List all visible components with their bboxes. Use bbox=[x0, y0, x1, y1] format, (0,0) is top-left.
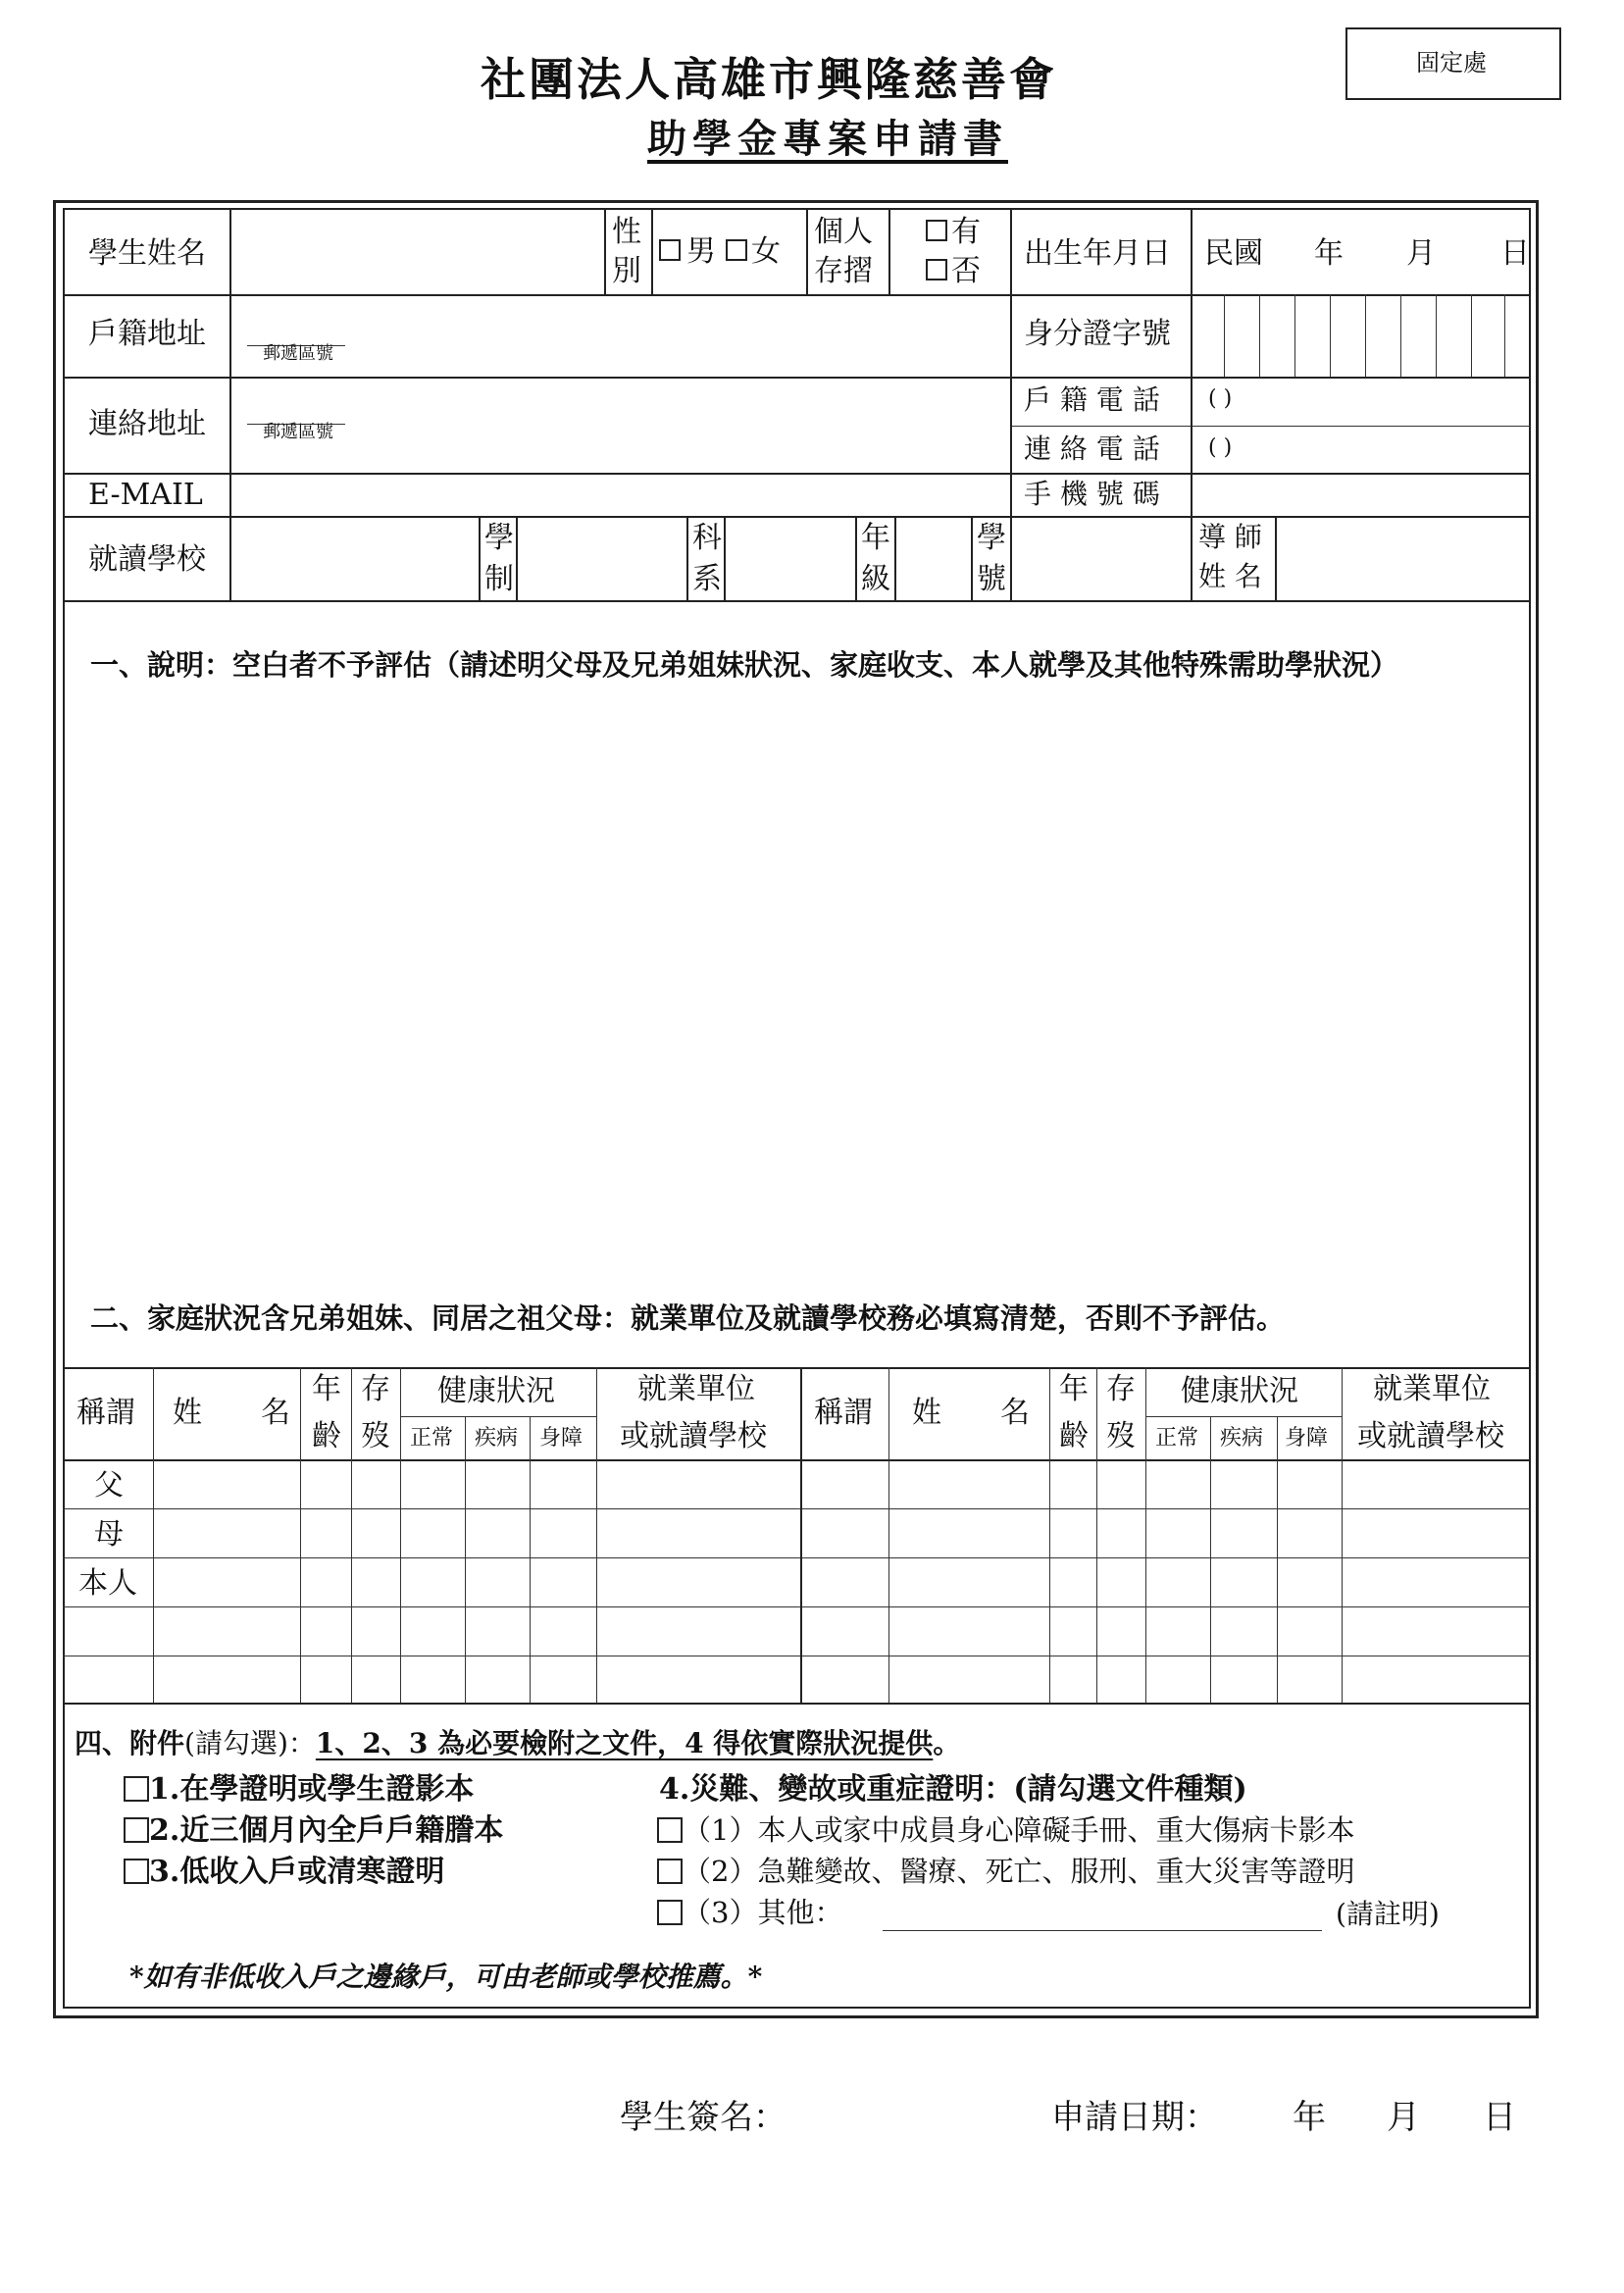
grade-label-top: 年 bbox=[861, 521, 890, 555]
attachment-4-option-2[interactable]: （2）急難變故、醫療、死亡、服刑、重大災害等證明 bbox=[657, 1858, 1354, 1886]
passbook-label-top: 個人 bbox=[814, 215, 873, 249]
family-row-mother: 母 bbox=[94, 1517, 124, 1552]
department-label-bottom: 系 bbox=[692, 562, 722, 596]
family-health-normal-right: 正常 bbox=[1155, 1426, 1199, 1451]
family-health-ill-right: 疾病 bbox=[1220, 1426, 1264, 1451]
school-system-label-top: 學 bbox=[484, 521, 514, 555]
female-label: 女 bbox=[751, 234, 781, 269]
family-alive-header-top: 存 bbox=[361, 1372, 390, 1406]
student-name-field[interactable] bbox=[233, 210, 602, 292]
stamp-label: 固定處 bbox=[1416, 49, 1487, 76]
application-day-label: 日 bbox=[1483, 2098, 1516, 2137]
family-title-header-right: 稱謂 bbox=[814, 1396, 873, 1430]
section4-heading: 四、附件(請勾選)：1、2、3 為必要檢附之文件，4 得依實際狀況提供。 bbox=[75, 1727, 961, 1759]
household-phone-paren[interactable]: ( ) bbox=[1208, 386, 1233, 411]
family-alive-header-top-right: 存 bbox=[1106, 1372, 1136, 1406]
family-health-header-right: 健康狀況 bbox=[1181, 1374, 1298, 1408]
application-month-label: 月 bbox=[1387, 2098, 1420, 2137]
family-health-disabled: 身障 bbox=[539, 1426, 584, 1451]
attachment-item-2[interactable]: 2.近三個月內全戶戶籍謄本 bbox=[124, 1816, 503, 1846]
section2-heading: 二、家庭狀況含兄弟姐妹、同居之祖父母：就業單位及就讀學校務必填寫清楚，否則不予評估。 bbox=[90, 1301, 1286, 1335]
birth-day-label: 日 bbox=[1500, 236, 1530, 271]
mobile-label: 手 機 號 碼 bbox=[1024, 478, 1160, 510]
family-age-header-bottom: 齡 bbox=[312, 1419, 341, 1453]
contact-postal-code-label: 郵遞區號 bbox=[263, 422, 333, 442]
student-name-label: 學生姓名 bbox=[88, 236, 206, 271]
please-specify-note: (請註明) bbox=[1336, 1898, 1440, 1930]
attachment-4-option-3[interactable]: （3）其他： bbox=[657, 1899, 842, 1927]
id-number-field[interactable] bbox=[1193, 296, 1530, 375]
school-label: 就讀學校 bbox=[88, 542, 206, 577]
family-work-header-top-right: 就業單位 bbox=[1373, 1372, 1491, 1406]
household-phone-label: 戶 籍 電 話 bbox=[1024, 383, 1160, 416]
contact-phone-paren[interactable]: ( ) bbox=[1208, 435, 1233, 460]
passbook-no-checkbox[interactable] bbox=[926, 259, 947, 281]
section1-description-area[interactable] bbox=[69, 696, 1525, 1285]
organization-title: 社團法人高雄市興隆慈善會 bbox=[481, 53, 1057, 106]
application-date-label: 申請日期： bbox=[1051, 2098, 1218, 2137]
passbook-yes-label: 有 bbox=[951, 215, 981, 249]
family-health-disabled-right: 身障 bbox=[1285, 1426, 1329, 1451]
tutor-label-bottom: 姓 名 bbox=[1198, 560, 1262, 592]
gender-label-bottom: 別 bbox=[612, 254, 641, 288]
family-name-header-right: 姓 名 bbox=[912, 1396, 1030, 1430]
birth-year-label: 年 bbox=[1314, 236, 1344, 271]
family-health-ill: 疾病 bbox=[475, 1426, 519, 1451]
family-row-father: 父 bbox=[94, 1468, 124, 1503]
fixed-stamp-box bbox=[1345, 27, 1561, 100]
family-alive-header-bottom: 歿 bbox=[361, 1419, 390, 1453]
student-id-label-bottom: 號 bbox=[977, 562, 1006, 596]
family-table-entry-area[interactable] bbox=[155, 1461, 1528, 1701]
id-number-label: 身分證字號 bbox=[1024, 317, 1171, 351]
gender-label-top: 性 bbox=[612, 215, 641, 249]
option-2-checkbox[interactable] bbox=[657, 1859, 683, 1884]
attachment-item-3[interactable]: 3.低收入戶或清寒證明 bbox=[124, 1858, 444, 1887]
family-work-header-top: 就業單位 bbox=[637, 1372, 755, 1406]
section1-heading: 一、說明：空白者不予評估（請述明父母及兄弟姐妹狀況、家庭收支、本人就學及其他特殊需助學狀況） bbox=[90, 648, 1399, 682]
female-checkbox[interactable] bbox=[726, 239, 747, 262]
marginal-household-note: *如有非低收入戶之邊緣戶，可由老師或學校推薦。* bbox=[129, 1961, 763, 1993]
roc-label: 民國 bbox=[1204, 236, 1263, 271]
mobile-field[interactable] bbox=[1193, 475, 1530, 514]
student-signature-label: 學生簽名： bbox=[620, 2098, 787, 2137]
email-label: E-MAIL bbox=[88, 478, 203, 512]
option-3-checkbox[interactable] bbox=[657, 1900, 683, 1925]
passbook-label-bottom: 存摺 bbox=[814, 254, 873, 288]
passbook-yes-checkbox[interactable] bbox=[926, 220, 947, 242]
household-postal-code-label: 郵遞區號 bbox=[263, 343, 333, 364]
attachment-3-checkbox[interactable] bbox=[124, 1859, 149, 1884]
family-health-normal: 正常 bbox=[410, 1426, 454, 1451]
household-address-label: 戶籍地址 bbox=[88, 317, 206, 351]
household-address-field[interactable] bbox=[233, 296, 1008, 375]
birth-month-label: 月 bbox=[1406, 236, 1436, 271]
student-id-label-top: 學 bbox=[977, 521, 1006, 555]
attachment-1-checkbox[interactable] bbox=[124, 1776, 149, 1802]
family-age-header-top-right: 年 bbox=[1059, 1372, 1089, 1406]
email-field[interactable] bbox=[233, 475, 1008, 514]
family-health-header: 健康狀況 bbox=[437, 1374, 555, 1408]
family-alive-header-bottom-right: 歿 bbox=[1106, 1419, 1136, 1453]
form-title: 助學金專案申請書 bbox=[647, 116, 1008, 162]
family-name-header: 姓 名 bbox=[173, 1396, 290, 1430]
family-title-header: 稱謂 bbox=[76, 1396, 135, 1430]
family-work-header-bottom-right: 或就讀學校 bbox=[1357, 1419, 1504, 1453]
department-label-top: 科 bbox=[692, 521, 722, 555]
application-year-label: 年 bbox=[1293, 2098, 1326, 2137]
grade-label-bottom: 級 bbox=[861, 562, 890, 596]
attachment-2-checkbox[interactable] bbox=[124, 1817, 149, 1843]
birth-date-label: 出生年月日 bbox=[1024, 236, 1171, 271]
contact-address-label: 連絡地址 bbox=[88, 407, 206, 441]
attachment-item-4: 4.災難、變故或重症證明：(請勾選文件種類) bbox=[659, 1772, 1247, 1807]
male-label: 男 bbox=[686, 234, 716, 269]
attachment-4-option-1[interactable]: （1）本人或家中成員身心障礙手冊、重大傷病卡影本 bbox=[657, 1816, 1354, 1845]
school-system-label-bottom: 制 bbox=[484, 562, 514, 596]
option-1-checkbox[interactable] bbox=[657, 1817, 683, 1843]
family-age-header-bottom-right: 齡 bbox=[1059, 1419, 1089, 1453]
tutor-label-top: 導 師 bbox=[1198, 521, 1262, 553]
passbook-no-label: 否 bbox=[951, 254, 981, 288]
male-checkbox[interactable] bbox=[659, 239, 681, 262]
family-age-header-top: 年 bbox=[312, 1372, 341, 1406]
family-row-self: 本人 bbox=[78, 1566, 137, 1601]
family-work-header-bottom: 或就讀學校 bbox=[620, 1419, 767, 1453]
other-document-field[interactable] bbox=[883, 1930, 1322, 1931]
contact-phone-label: 連 絡 電 話 bbox=[1024, 433, 1160, 465]
contact-address-field[interactable] bbox=[233, 379, 1008, 471]
attachment-item-1[interactable]: 1.在學證明或學生證影本 bbox=[124, 1775, 474, 1805]
student-signature-field[interactable] bbox=[796, 2089, 1032, 2138]
